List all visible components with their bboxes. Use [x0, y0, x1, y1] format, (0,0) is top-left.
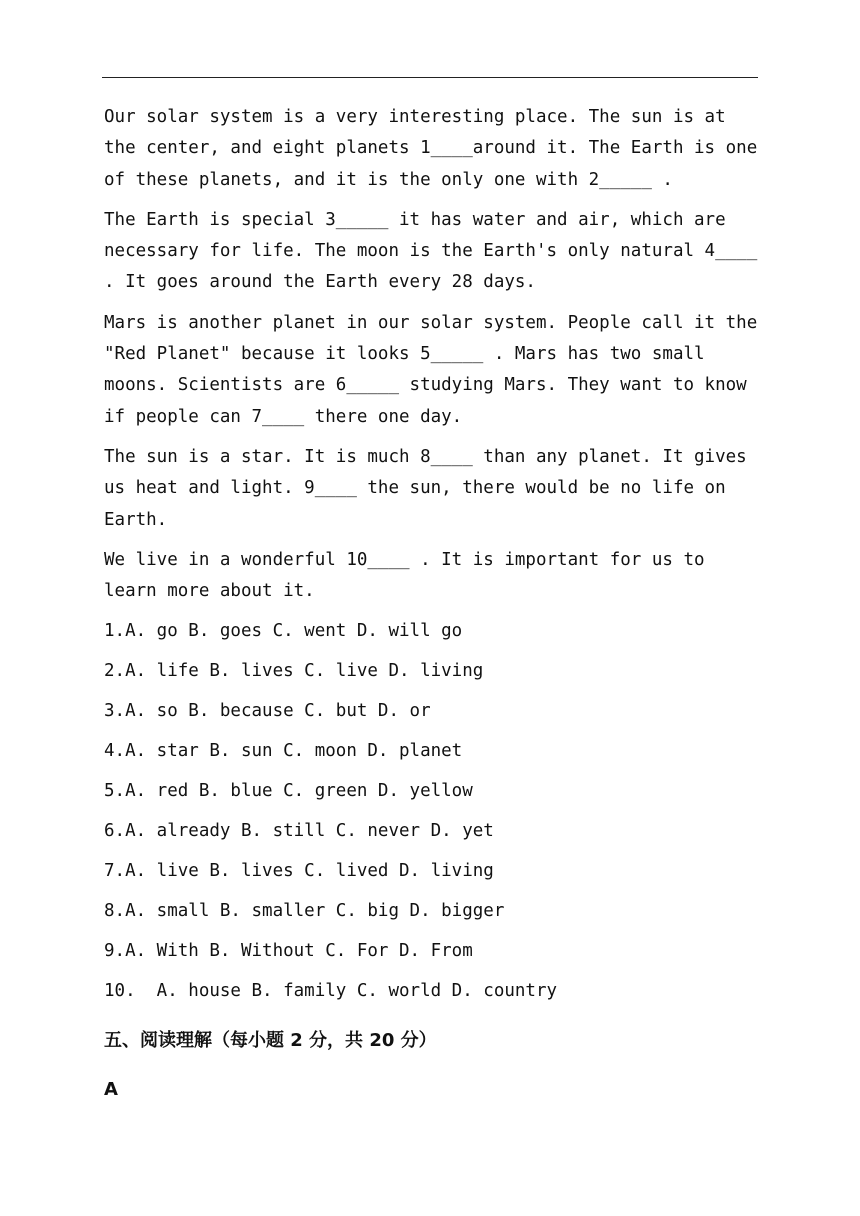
passage-label: A	[104, 1079, 118, 1101]
question-options-6: 6.A. already B. still C. never D. yet	[104, 821, 494, 842]
passage-paragraph-1: Our solar system is a very interesting place. The sun is at the center, and eight planets 1____around it. The Earth is one of these planets, and it is the only one with 2_____ .	[104, 107, 768, 190]
question-options-8: 8.A. small B. smaller C. big D. bigger	[104, 901, 505, 922]
section-title: 五、阅读理解（每小题 2 分，共 20 分）	[104, 1030, 437, 1052]
passage-paragraph-5: We live in a wonderful 10____ . It is important for us to learn more about it.	[104, 549, 716, 602]
header-rule	[102, 77, 758, 78]
question-options-5: 5.A. red B. blue C. green D. yellow	[104, 781, 473, 802]
question-options-7: 7.A. live B. lives C. lived D. living	[104, 861, 494, 882]
question-options-1: 1.A. go B. goes C. went D. will go	[104, 621, 463, 642]
question-options-4: 4.A. star B. sun C. moon D. planet	[104, 741, 463, 762]
passage-paragraph-2: The Earth is special 3_____ it has water and air, which are necessary for life. The moon is the Earth's only natural 4____ . It goes around the Earth every 28 days.	[104, 209, 768, 293]
passage-paragraph-3: Mars is another planet in our solar system. People call it the "Red Planet" because it looks 5_____ . Mars has two small moons. Scientists are 6_____ studying Mars. They want to know if people can 7____ there one day.	[104, 312, 768, 427]
question-options-2: 2.A. life B. lives C. live D. living	[104, 661, 484, 682]
question-options-9: 9.A. With B. Without C. For D. From	[104, 941, 473, 962]
question-options-3: 3.A. so B. because C. but D. or	[104, 701, 431, 722]
question-options-10: 10. A. house B. family C. world D. country	[104, 981, 558, 1002]
passage-paragraph-4: The sun is a star. It is much 8____ than any planet. It gives us heat and light. 9____ the sun, there would be no life on Earth.	[104, 446, 758, 530]
document-body	[104, 102, 768, 1105]
